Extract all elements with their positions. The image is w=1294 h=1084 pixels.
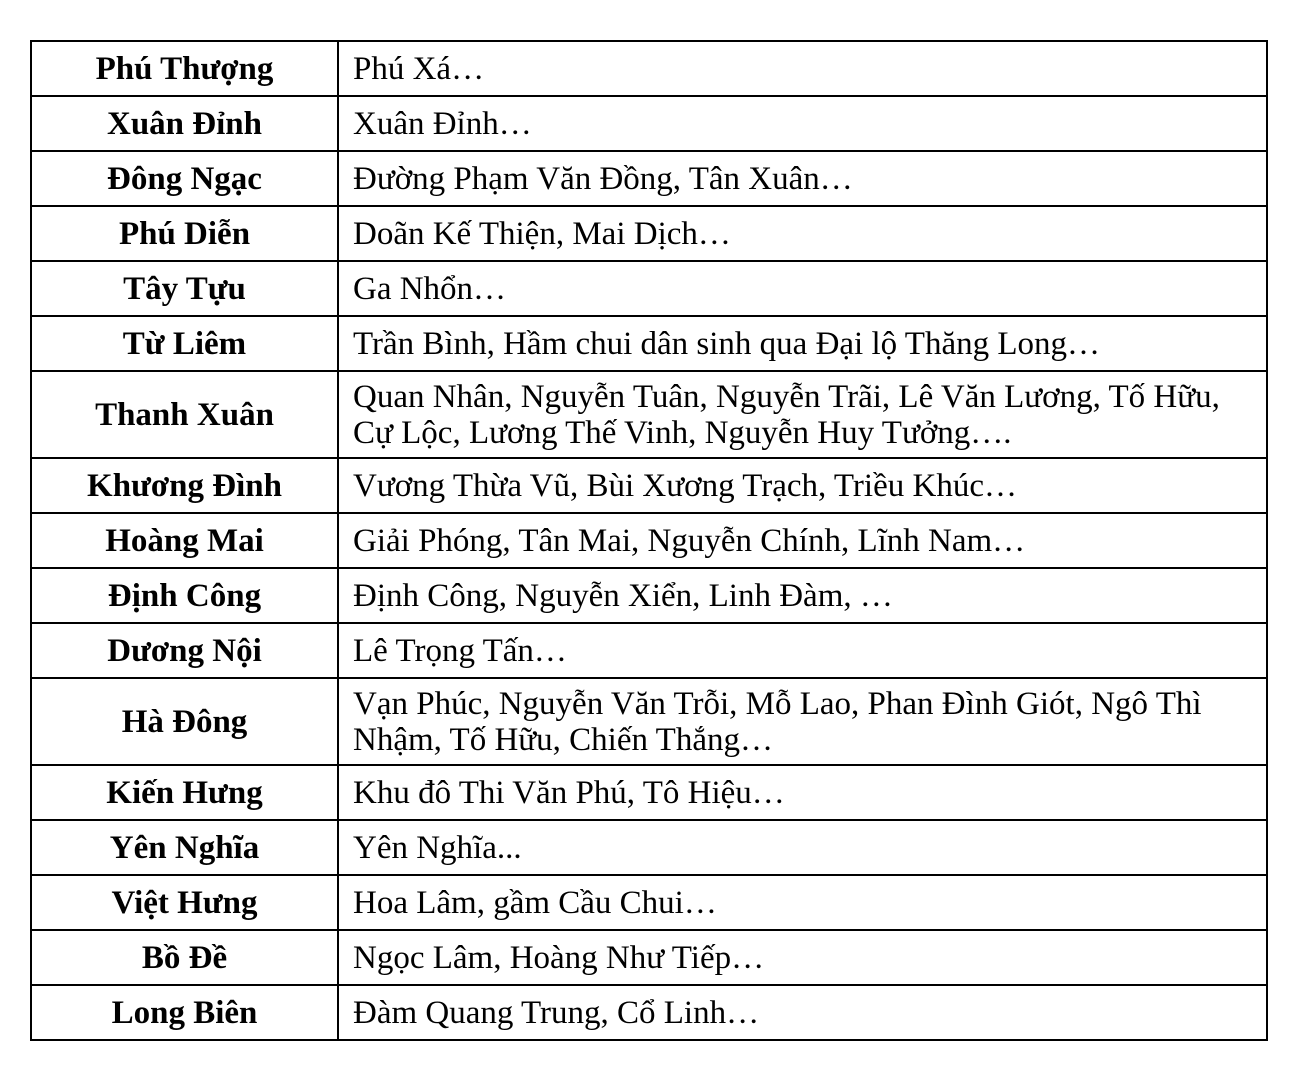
streets-cell: Vạn Phúc, Nguyễn Văn Trỗi, Mỗ Lao, Phan Đình Giót, Ngô Thì Nhậm, Tố Hữu, Chiến Thắng… [338,678,1267,765]
ward-name-cell: Kiến Hưng [31,765,338,820]
streets-cell: Đàm Quang Trung, Cổ Linh… [338,985,1267,1040]
ward-name-cell: Dương Nội [31,623,338,678]
table-row [31,261,1267,316]
streets-cell: Vương Thừa Vũ, Bùi Xương Trạch, Triều Khúc… [338,458,1267,513]
ward-name-cell: Hoàng Mai [31,513,338,568]
table-row [31,678,1267,765]
table-row [31,765,1267,820]
streets-cell: Hoa Lâm, gầm Cầu Chui… [338,875,1267,930]
table-row [31,458,1267,513]
ward-name-cell: Phú Diễn [31,206,338,261]
table-row [31,985,1267,1040]
table-row [31,151,1267,206]
streets-cell: Doãn Kế Thiện, Mai Dịch… [338,206,1267,261]
table-row [31,820,1267,875]
ward-name-cell: Hà Đông [31,678,338,765]
ward-name-cell: Yên Nghĩa [31,820,338,875]
table-row [31,41,1267,96]
ward-name-cell: Đông Ngạc [31,151,338,206]
ward-name-cell: Từ Liêm [31,316,338,371]
ward-name-cell: Việt Hưng [31,875,338,930]
streets-cell: Khu đô Thi Văn Phú, Tô Hiệu… [338,765,1267,820]
table-row [31,206,1267,261]
streets-cell: Ngọc Lâm, Hoàng Như Tiếp… [338,930,1267,985]
table-row [31,875,1267,930]
ward-name-cell: Xuân Đỉnh [31,96,338,151]
streets-cell: Ga Nhổn… [338,261,1267,316]
streets-cell: Quan Nhân, Nguyễn Tuân, Nguyễn Trãi, Lê Văn Lương, Tố Hữu, Cự Lộc, Lương Thế Vinh, Nguyễn Huy Tưởng…. [338,371,1267,458]
ward-name-cell: Long Biên [31,985,338,1040]
table-row [31,568,1267,623]
locations-table [30,40,1268,1041]
ward-name-cell: Bồ Đề [31,930,338,985]
streets-cell: Yên Nghĩa... [338,820,1267,875]
table-row [31,96,1267,151]
streets-cell: Đường Phạm Văn Đồng, Tân Xuân… [338,151,1267,206]
streets-cell: Lê Trọng Tấn… [338,623,1267,678]
ward-name-cell: Khương Đình [31,458,338,513]
table-row [31,371,1267,458]
table-row [31,316,1267,371]
ward-name-cell: Định Công [31,568,338,623]
ward-name-cell: Tây Tựu [31,261,338,316]
ward-name-cell: Thanh Xuân [31,371,338,458]
streets-cell: Xuân Đỉnh… [338,96,1267,151]
streets-cell: Giải Phóng, Tân Mai, Nguyễn Chính, Lĩnh Nam… [338,513,1267,568]
table-row [31,623,1267,678]
streets-cell: Phú Xá… [338,41,1267,96]
streets-cell: Trần Bình, Hầm chui dân sinh qua Đại lộ Thăng Long… [338,316,1267,371]
table-row [31,513,1267,568]
streets-cell: Định Công, Nguyễn Xiển, Linh Đàm, … [338,568,1267,623]
ward-name-cell: Phú Thượng [31,41,338,96]
table-row [31,930,1267,985]
